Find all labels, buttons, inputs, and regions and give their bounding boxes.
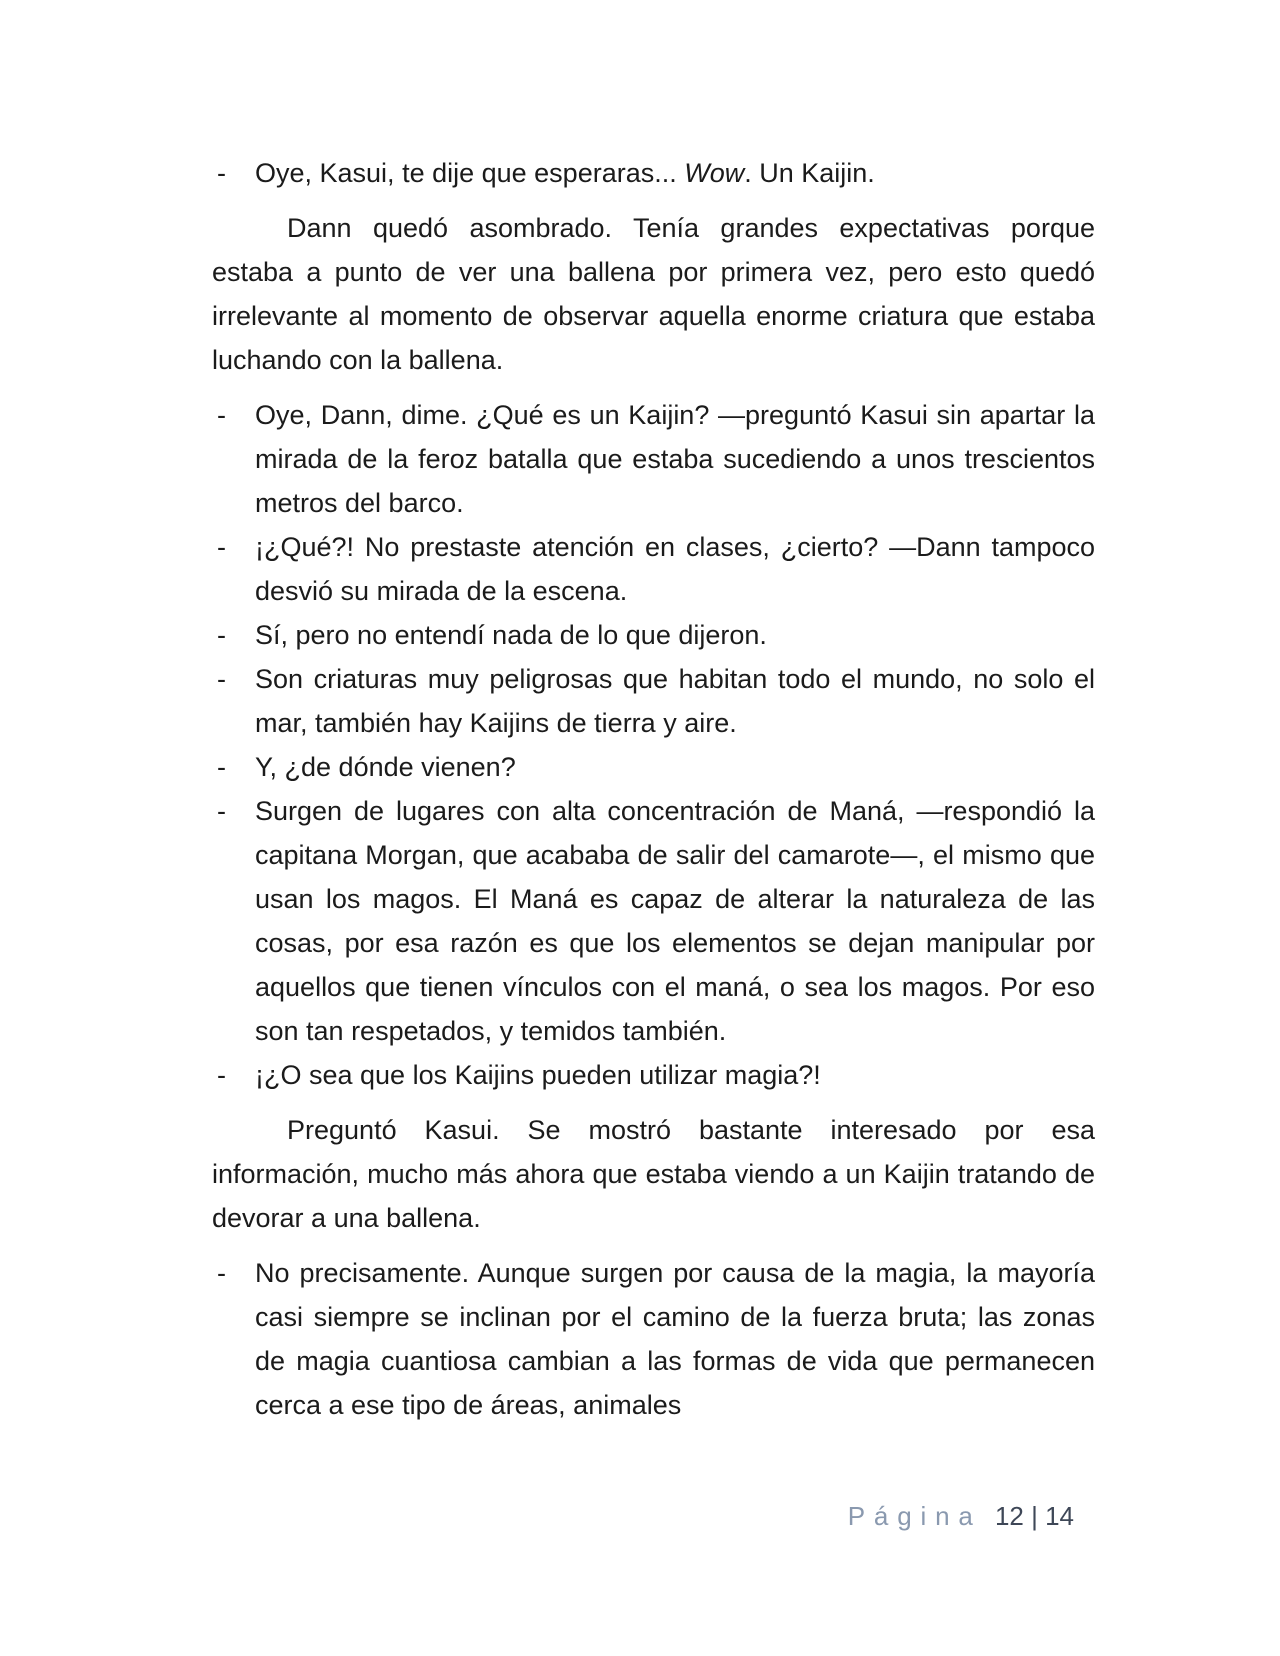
dialogue-line: [212, 613, 1095, 657]
dialogue-line: [212, 525, 1095, 613]
dialogue-line: [212, 1251, 1095, 1427]
italic-word: Wow: [684, 158, 745, 188]
page-footer: [848, 1501, 1074, 1531]
dialogue-line: [212, 657, 1095, 745]
bullet-dash: -: [217, 620, 226, 650]
bullet-dash: -: [217, 1258, 226, 1288]
dialogue-list-2: [212, 1251, 1095, 1427]
dialogue-text: Y, ¿de dónde vienen?: [255, 752, 516, 782]
bullet-dash: -: [217, 400, 226, 430]
bullet-dash: -: [217, 796, 226, 826]
dialogue-text: . Un Kaijin.: [744, 158, 875, 188]
bullet-dash: -: [217, 752, 226, 782]
dialogue-list-1: [212, 393, 1095, 1097]
dialogue-text: No precisamente. Aunque surgen por causa de la magia, la mayoría casi siempre se inclinan por el camino de la fuerza bruta; las zonas de magia cuantiosa cambian a las formas de vida que permanecen cerca a ese tipo de áreas, animales: [255, 1258, 1095, 1420]
dialogue-text: Oye, Dann, dime. ¿Qué es un Kaijin? —preguntó Kasui sin apartar la mirada de la feroz batalla que estaba sucediendo a unos trescientos metros del barco.: [255, 400, 1095, 518]
dialogue-text: Sí, pero no entendí nada de lo que dijeron.: [255, 620, 767, 650]
footer-page-number: 12 | 14: [994, 1501, 1074, 1531]
narration-paragraph-2: Preguntó Kasui. Se mostró bastante interesado por esa información, mucho más ahora que estaba viendo a un Kaijin tratando de devorar a una ballena.: [212, 1115, 1095, 1233]
bullet-dash: -: [217, 1060, 226, 1090]
page-content: [212, 140, 1095, 1438]
footer-page-label: Página: [847, 1501, 982, 1531]
dialogue-text: Oye, Kasui, te dije que esperaras...: [255, 158, 685, 188]
dialogue-line: [212, 789, 1095, 1053]
bullet-dash: -: [217, 532, 226, 562]
dialogue-line: [212, 393, 1095, 525]
bullet-dash: -: [217, 158, 226, 188]
narration-paragraph-1: Dann quedó asombrado. Tenía grandes expectativas porque estaba a punto de ver una ballena por primera vez, pero esto quedó irrelevante al momento de observar aquella enorme criatura que estaba luchando con la ballena.: [212, 213, 1095, 375]
dialogue-text: ¡¿O sea que los Kaijins pueden utilizar magia?!: [255, 1060, 821, 1090]
dialogue-text: Son criaturas muy peligrosas que habitan todo el mundo, no solo el mar, también hay Kaijins de tierra y aire.: [255, 664, 1095, 738]
dialogue-line: [212, 1053, 1095, 1097]
dialogue-text: ¡¿Qué?! No prestaste atención en clases, ¿cierto? —Dann tampoco desvió su mirada de la escena.: [255, 532, 1095, 606]
dialogue-line: [212, 151, 1095, 195]
dialogue-line: [212, 745, 1095, 789]
bullet-dash: -: [217, 664, 226, 694]
dialogue-list-opening: [212, 151, 1095, 195]
dialogue-text: Surgen de lugares con alta concentración de Maná, —respondió la capitana Morgan, que acababa de salir del camarote—, el mismo que usan los magos. El Maná es capaz de alterar la naturaleza de las cosas, por esa razón es que los elementos se dejan manipular por aquellos que tienen vínculos con el maná, o sea los magos. Por eso son tan respetados, y temidos también.: [255, 796, 1095, 1046]
